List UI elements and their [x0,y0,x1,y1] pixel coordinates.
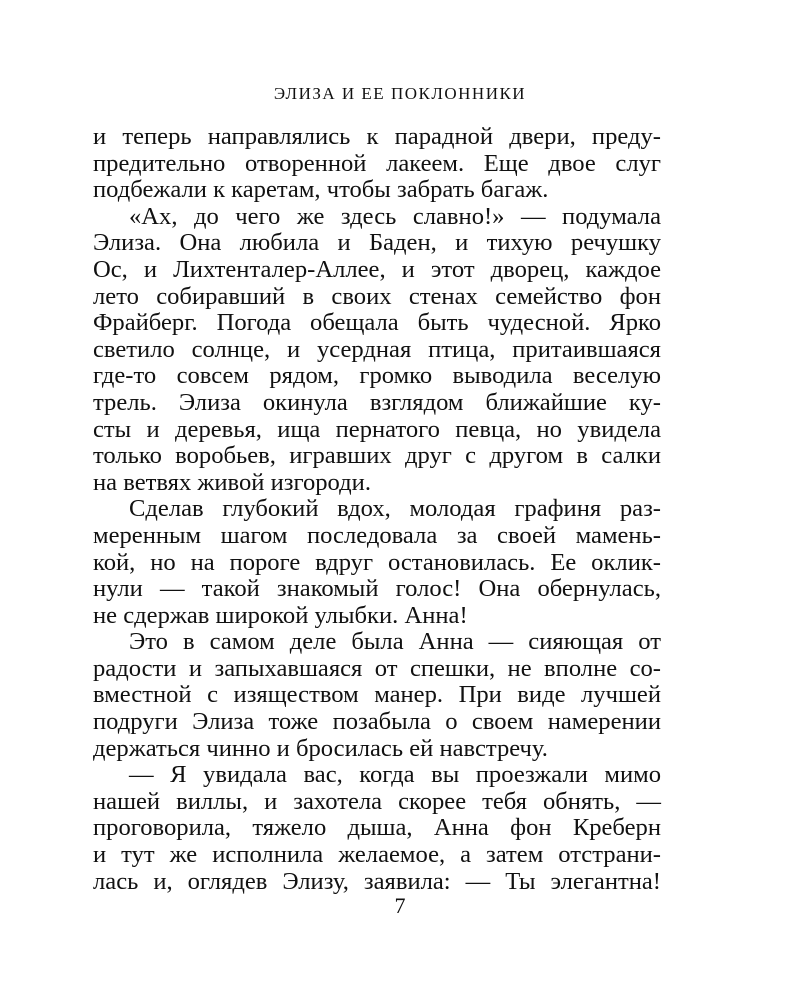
text-line: сты и деревья, ища пернатого певца, но увидела [93,415,661,443]
text-line: Ос, и Лихтенталер-Аллее, и этот дворец, каждое [93,255,661,283]
text-line: Элиза. Она любила и Баден, и тихую речушку [93,229,661,257]
text-line: и тут же исполнила желаемое, а затем отстрани- [93,841,661,869]
text-line: нули — такой знакомый голос! Она обернулась, [93,575,661,603]
text-line: проговорила, тяжело дыша, Анна фон Креберн [93,814,661,842]
text-line: предительно отворенной лакеем. Еще двое слуг [93,149,661,177]
running-head: ЭЛИЗА И ЕЕ ПОКЛОННИКИ [273,84,527,103]
body-text [93,124,661,895]
text-line: лето собиравший в своих стенах семейство фон [93,282,661,310]
text-line: светило солнце, и усердная птица, притаившаяся [93,335,661,363]
text-line: «Ах, до чего же здесь славно!» — подумала [129,202,661,230]
text-line: и теперь направлялись к парадной двери, преду- [93,123,661,150]
text-line: подбежали к каретам, чтобы забрать багаж. [93,176,549,204]
paragraph-2 [93,204,661,497]
text-line: на ветвях живой изгороди. [93,468,371,496]
paragraph-1 [93,124,661,204]
text-line: Фрайберг. Погода обещала быть чудесной. Ярко [93,309,661,337]
text-line: радости и запыхавшаяся от спешки, не вполне со- [93,654,661,682]
text-line: — Я увидала вас, когда вы проезжали мимо [129,761,661,789]
paragraph-3 [93,496,661,629]
text-line: лась и, оглядев Элизу, заявила: — Ты элегантна! [93,867,661,895]
text-line: держаться чинно и бросилась ей навстречу. [93,734,548,762]
text-line: кой, но на пороге вдруг остановилась. Ее оклик- [93,548,661,576]
text-line: подруги Элиза тоже позабыла о своем намерении [93,708,661,736]
page-number: 7 [394,893,406,918]
text-line: трель. Элиза окинула взглядом ближайшие ку- [93,388,661,416]
text-line: Сделав глубокий вдох, молодая графиня раз- [129,495,661,523]
text-line: где-то совсем рядом, громко выводила веселую [93,362,661,390]
text-line: нашей виллы, и захотела скорее тебя обнять, — [93,787,661,815]
paragraph-5 [93,762,661,895]
text-line: только воробьев, игравших друг с другом в салки [93,442,661,470]
paragraph-4 [93,629,661,762]
text-line: меренным шагом последовала за своей мамень- [93,521,661,549]
text-line: вместной с изяществом манер. При виде лучшей [93,681,661,709]
text-line: не сдержав широкой улыбки. Анна! [93,601,468,629]
text-line: Это в самом деле была Анна — сияющая от [129,628,661,656]
